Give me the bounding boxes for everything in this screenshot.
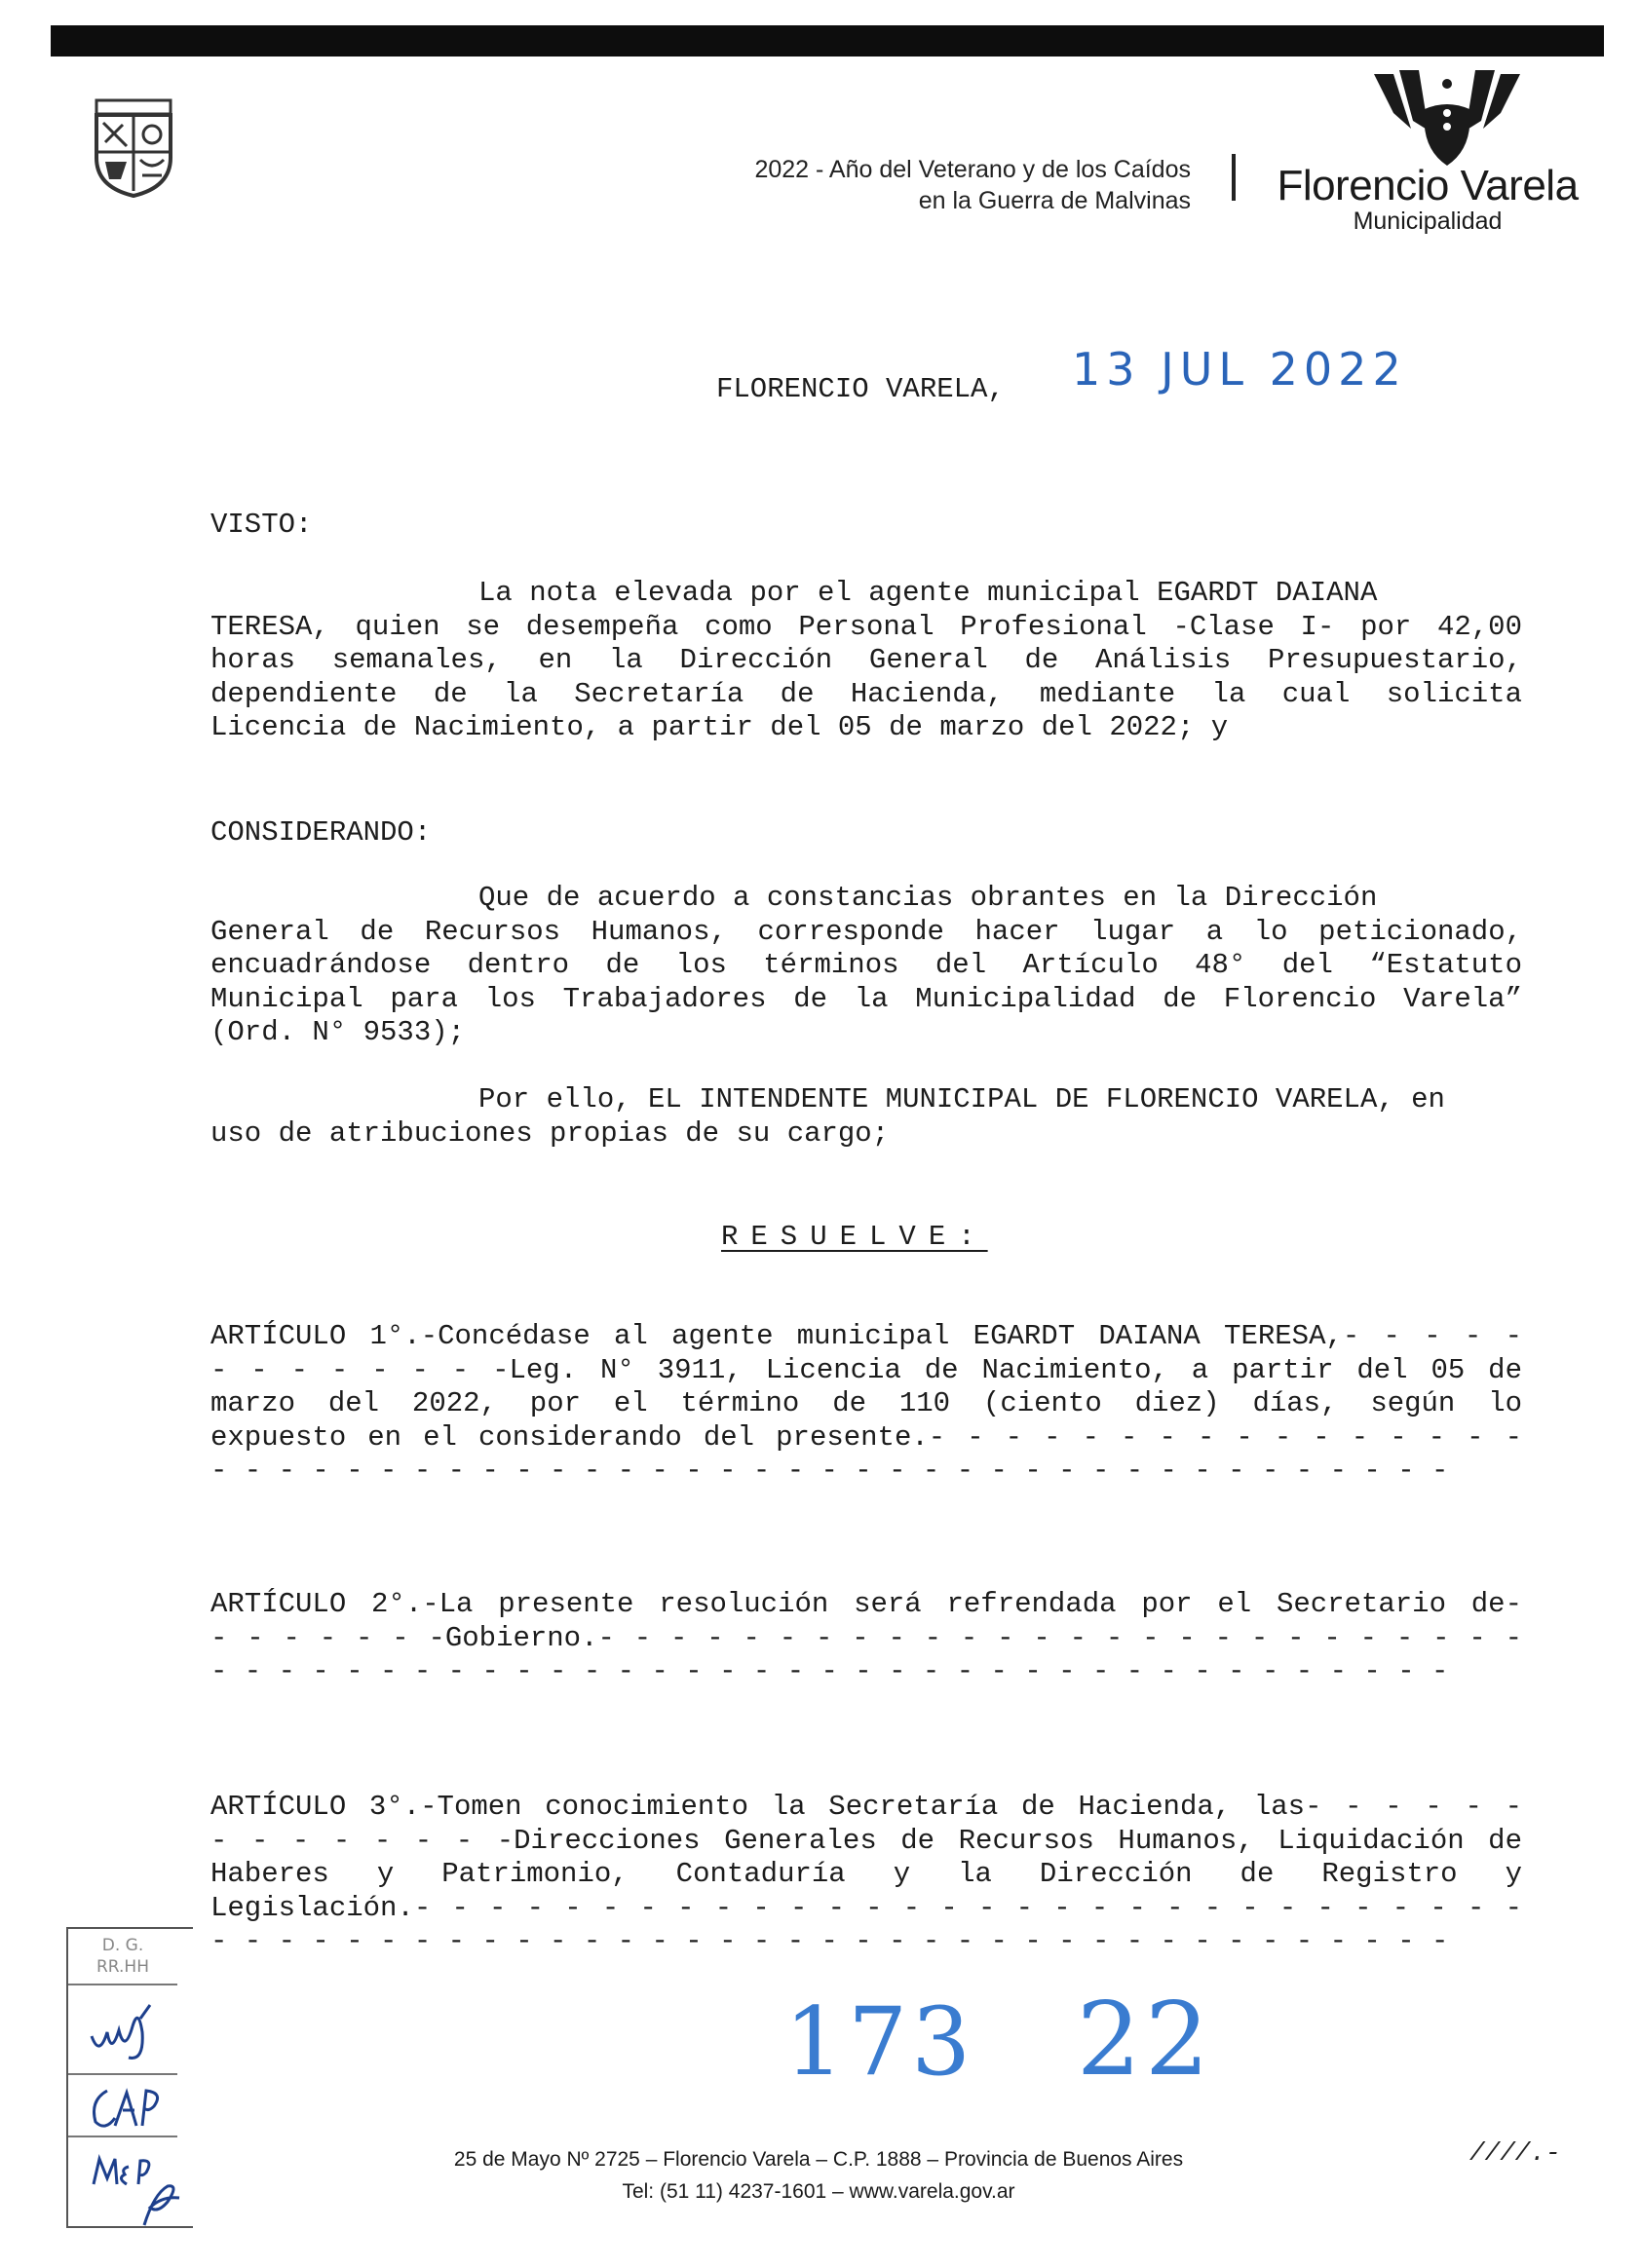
articulo-1-line: marzo del 2022, por el término de 110 (ciento diez) días, según lo	[210, 1387, 1522, 1419]
visto-heading: VISTO:	[210, 509, 313, 541]
handwritten-initials-1	[86, 1997, 164, 2065]
commemorative-tagline	[624, 154, 1191, 216]
initials-box-label-line-2: RR.HH	[96, 1957, 149, 1977]
header-divider	[1232, 154, 1236, 201]
visto-line: dependiente de la Secretaría de Hacienda, mediante la cual solicita	[210, 677, 1522, 710]
municipal-crest-icon	[94, 97, 173, 199]
articulo-1-line: - - - - - - - - - - - - - - - - - - - - - - - - - - - - - - - - - - - - -	[210, 1455, 1449, 1487]
articulo-2-line: - - - - - - - - - - - - - - - - - - - - - - - - - - - - - - - - - - - - -	[210, 1655, 1449, 1687]
handwritten-initials-2	[86, 2083, 168, 2137]
considerando-line: uso de atribuciones propias de su cargo;	[210, 1116, 890, 1150]
visto-paragraph	[210, 577, 1522, 745]
brand-block	[1267, 164, 1588, 234]
considerando-paragraph-2	[210, 1083, 1522, 1151]
resolution-year: 22	[1076, 1980, 1214, 2098]
initials-box	[66, 1927, 193, 2228]
considerando-line: Por ello, EL INTENDENTE MUNICIPAL DE FLORENCIO VARELA, en	[478, 1083, 1445, 1115]
tagline-line-1: 2022 - Año del Veterano y de los Caídos	[754, 156, 1191, 183]
articulo-1-line: expuesto en el considerando del presente.- - - - - - - - - - - - - - - -	[210, 1420, 1522, 1454]
articulo-3-line: - - - - - - - -Direcciones Generales de Recursos Humanos, Liquidación de	[210, 1824, 1522, 1857]
footer-contact: Tel: (51 11) 4237-1601 – www.varela.gov.ar	[622, 2180, 1015, 2203]
brand-name: Florencio Varela	[1277, 162, 1579, 209]
initials-box-label-line-1: D. G.	[101, 1936, 144, 1955]
initials-box-rule	[68, 1984, 177, 1985]
articulo-3-line: Legislación.- - - - - - - - - - - - - - - - - - - - - - - - - - - - - -	[210, 1891, 1522, 1924]
visto-line: Licencia de Nacimiento, a partir del 05 de marzo del 2022; y	[210, 711, 1229, 743]
articulo-3-line: Haberes y Patrimonio, Contaduría y la Dirección de Registro y	[210, 1858, 1522, 1890]
footer-address: 25 de Mayo Nº 2725 – Florencio Varela – C.P. 1888 – Provincia de Buenos Aires	[453, 2148, 1184, 2171]
handwritten-initials-3	[90, 2145, 187, 2227]
brand-subtitle: Municipalidad	[1353, 208, 1503, 235]
considerando-heading: CONSIDERANDO:	[210, 816, 432, 849]
considerando-line: encuadrándose dentro de los términos del Artículo 48° del “Estatuto	[210, 949, 1522, 981]
considerando-line: Municipal para los Trabajadores de la Municipalidad de Florencio Varela”	[210, 982, 1522, 1015]
initials-box-rule	[68, 2073, 177, 2075]
articulo-2-line: ARTÍCULO 2°.-La presente resolución será refrendada por el Secretario de-	[210, 1588, 1522, 1620]
articulo-1-line: ARTÍCULO 1°.-Concédase al agente municipal EGARDT DAIANA TERESA,- - - - -	[210, 1320, 1522, 1352]
footer	[429, 2143, 1208, 2208]
articulo-3	[210, 1791, 1522, 1959]
articulo-1	[210, 1320, 1522, 1489]
considerando-line: General de Recursos Humanos, corresponde hacer lugar a lo peticionado,	[210, 915, 1522, 948]
visto-line: TERESA, quien se desempeña como Personal Profesional -Clase I- por 42,00	[210, 610, 1522, 643]
considerando-line: Que de acuerdo a constancias obrantes en la Dirección	[478, 882, 1378, 914]
date-stamp: 13 JUL 2022	[1072, 343, 1407, 396]
articulo-1-line: - - - - - - - -Leg. N° 3911, Licencia de Nacimiento, a partir del 05 de	[210, 1353, 1522, 1386]
resolution-number: 173	[784, 1987, 975, 2097]
top-black-bar	[51, 25, 1604, 57]
articulo-2	[210, 1588, 1522, 1689]
tagline-line-2: en la Guerra de Malvinas	[918, 187, 1191, 214]
articulo-3-line: ARTÍCULO 3°.-Tomen conocimiento la Secretaría de Hacienda, las- - - - - -	[210, 1791, 1522, 1823]
articulo-3-line: - - - - - - - - - - - - - - - - - - - - - - - - - - - - - - - - - - - - -	[210, 1925, 1449, 1957]
resolution-number-stamp	[784, 1980, 1213, 2098]
considerando-line: (Ord. N° 9533);	[210, 1016, 466, 1048]
florencio-varela-logo-icon	[1354, 70, 1540, 168]
visto-line: horas semanales, en la Dirección General de Análisis Presupuestario,	[210, 644, 1522, 676]
considerando-paragraph-1	[210, 882, 1522, 1050]
resuelve-heading: RESUELVE:	[721, 1221, 988, 1253]
initials-box-label	[68, 1935, 177, 1978]
articulo-2-line: - - - - - - -Gobierno.- - - - - - - - - - - - - - - - - - - - - - - - - -	[210, 1621, 1522, 1654]
page-continuation-mark: ////.-	[1469, 2138, 1561, 2168]
place-label: FLORENCIO VARELA,	[716, 373, 1005, 405]
visto-line: La nota elevada por el agente municipal EGARDT DAIANA	[478, 577, 1378, 609]
